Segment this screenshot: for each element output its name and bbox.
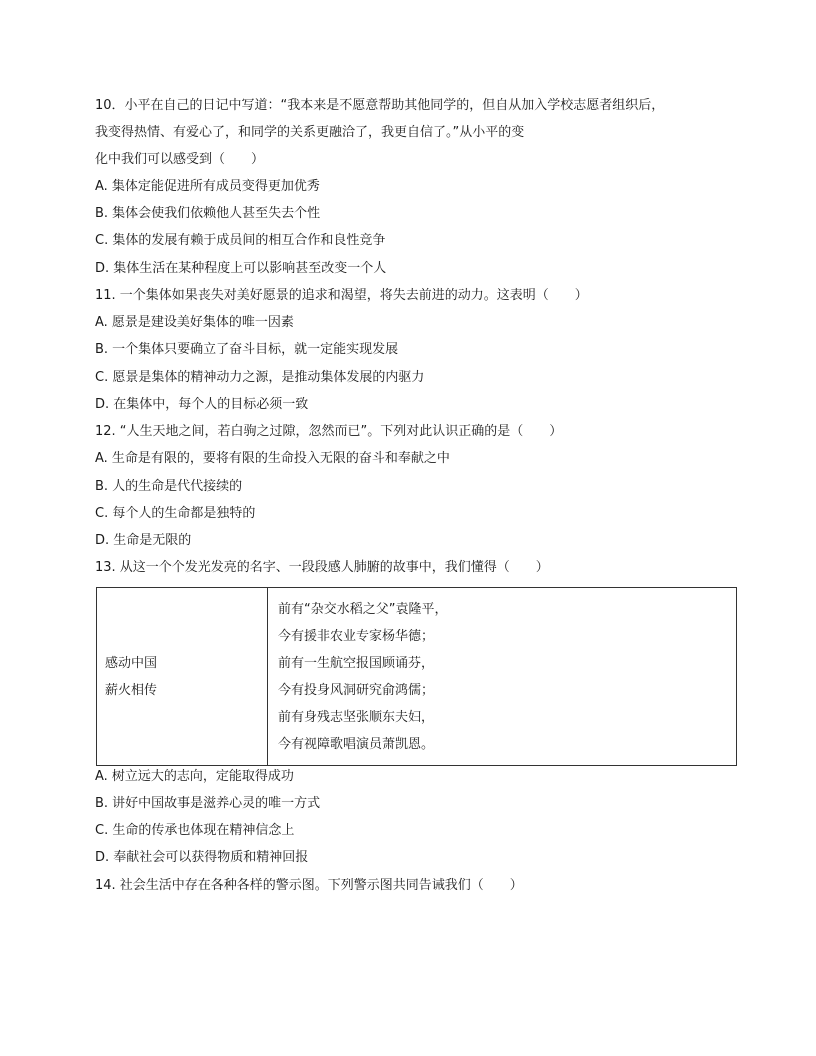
q13-right-line: 今有视障歌唱演员萧凯恩。 [278, 736, 435, 752]
q12-option-a: A. 生命是有限的，要将有限的生命投入无限的奋斗和奉献之中 [95, 451, 450, 466]
q13-right-line: 前有“杂交水稻之父”袁隆平， [278, 601, 448, 617]
q14-stem: 14. 社会生活中存在各种各样的警示图。下列警示图共同告诫我们（ ） [95, 878, 523, 893]
q10-stem-line-1: 10．小平在自己的日记中写道：“我本来是不愿意帮助其他同学的，但自从加入学校志愿者组织后， [95, 98, 665, 113]
q10-stem-line-3: 化中我们可以感受到（ ） [95, 152, 265, 167]
q13-table-left-cell [97, 588, 268, 766]
q11-option-b: B. 一个集体只要确立了奋斗目标，就一定能实现发展 [95, 342, 399, 357]
q13-table [96, 587, 737, 766]
q11-option-c: C. 愿景是集体的精神动力之源，是推动集体发展的内驱力 [95, 370, 425, 385]
q10-option-c: C. 集体的发展有赖于成员间的相互合作和良性竞争 [95, 233, 386, 248]
q12-stem: 12. “人生天地之间，若白驹之过隙，忽然而已”。下列对此认识正确的是（ ） [95, 424, 563, 439]
q13-left-line: 感动中国 [105, 655, 158, 671]
q13-right-line: 前有一生航空报国顾诵芬， [278, 655, 435, 671]
q10-option-b: B. 集体会使我们依赖他人甚至失去个性 [95, 206, 321, 221]
q11-option-a: A. 愿景是建设美好集体的唯一因素 [95, 315, 294, 330]
q13-stem: 13. 从这一个个发光发亮的名字、一段段感人肺腑的故事中，我们懂得（ ） [95, 560, 549, 575]
q13-right-line: 今有援非农业专家杨华德； [278, 628, 435, 644]
q13-right-line: 前有身残志坚张顺东夫妇， [278, 709, 435, 725]
q12-option-b: B. 人的生命是代代接续的 [95, 479, 243, 494]
q11-stem: 11. 一个集体如果丧失对美好愿景的追求和渴望，将失去前进的动力。这表明（ ） [95, 288, 588, 303]
q13-option-a: A. 树立远大的志向，定能取得成功 [95, 769, 294, 784]
q13-table-right-cell [268, 588, 737, 766]
q10-option-a: A. 集体定能促进所有成员变得更加优秀 [95, 179, 320, 194]
q12-option-d: D. 生命是无限的 [95, 533, 192, 548]
q13-option-d: D. 奉献社会可以获得物质和精神回报 [95, 850, 309, 865]
q11-option-d: D. 在集体中，每个人的目标必须一致 [95, 397, 309, 412]
q13-option-c: C. 生命的传承也体现在精神信念上 [95, 823, 295, 838]
q13-right-line: 今有投身风洞研究俞鸿儒； [278, 682, 435, 698]
q12-option-c: C. 每个人的生命都是独特的 [95, 506, 256, 521]
q13-left-line: 薪火相传 [105, 682, 158, 698]
q10-stem-line-2: 我变得热情、有爱心了，和同学的关系更融洽了，我更自信了。”从小平的变 [95, 125, 525, 140]
q13-option-b: B. 讲好中国故事是滋养心灵的唯一方式 [95, 796, 321, 811]
q10-option-d: D. 集体生活在某种程度上可以影响甚至改变一个人 [95, 261, 387, 276]
